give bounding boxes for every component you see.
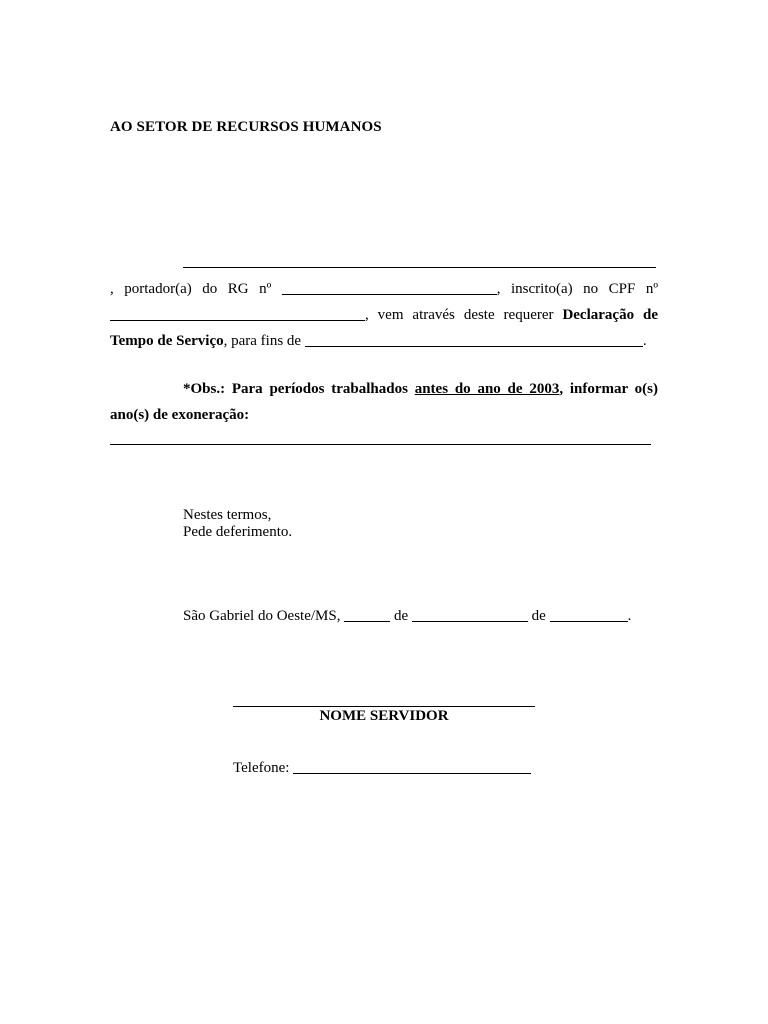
cpf-blank[interactable]: [110, 306, 365, 321]
signature-line[interactable]: [233, 706, 535, 707]
closing-line-1: Nestes termos,: [183, 507, 272, 523]
obs-rest: , informar o(s) ano(s) de exoneração:: [110, 381, 659, 423]
inscrito-text: , inscrito(a) no CPF nº: [496, 281, 659, 297]
obs-underlined: antes do ano de 2003: [414, 381, 560, 397]
phone-label: Telefone:: [233, 760, 290, 776]
vem-text: , vem através deste requerer: [365, 307, 554, 323]
declaracao-text: Declaração de Tempo de Serviço: [110, 307, 658, 349]
date-end: .: [627, 608, 632, 624]
document-heading: AO SETOR DE RECURSOS HUMANOS: [110, 119, 382, 135]
closing: [183, 507, 292, 541]
signature-name: NOME SERVIDOR: [319, 708, 449, 724]
date-de-1: de: [393, 608, 409, 624]
request-paragraph: [110, 276, 658, 354]
phone-line: [233, 759, 531, 777]
date-place: São Gabriel do Oeste/MS,: [183, 608, 341, 624]
phone-blank[interactable]: [293, 759, 531, 774]
date-de-2: de: [531, 608, 546, 624]
parafins-text: , para fins de: [223, 333, 302, 349]
obs-paragraph: [110, 376, 658, 428]
month-blank[interactable]: [412, 607, 528, 622]
request-end: .: [642, 333, 647, 349]
year-blank[interactable]: [550, 607, 628, 622]
obs-label: *Obs.: Para períodos trabalhados: [183, 381, 408, 397]
portador-text: , portador(a) do RG nº: [110, 281, 272, 297]
purpose-blank[interactable]: [305, 332, 643, 347]
closing-line-2: Pede deferimento.: [183, 524, 293, 540]
date-line: [183, 607, 631, 625]
name-blank-line[interactable]: [183, 267, 656, 268]
day-blank[interactable]: [344, 607, 390, 622]
rg-blank[interactable]: [282, 280, 497, 295]
exoneration-blank-line[interactable]: [110, 444, 651, 445]
